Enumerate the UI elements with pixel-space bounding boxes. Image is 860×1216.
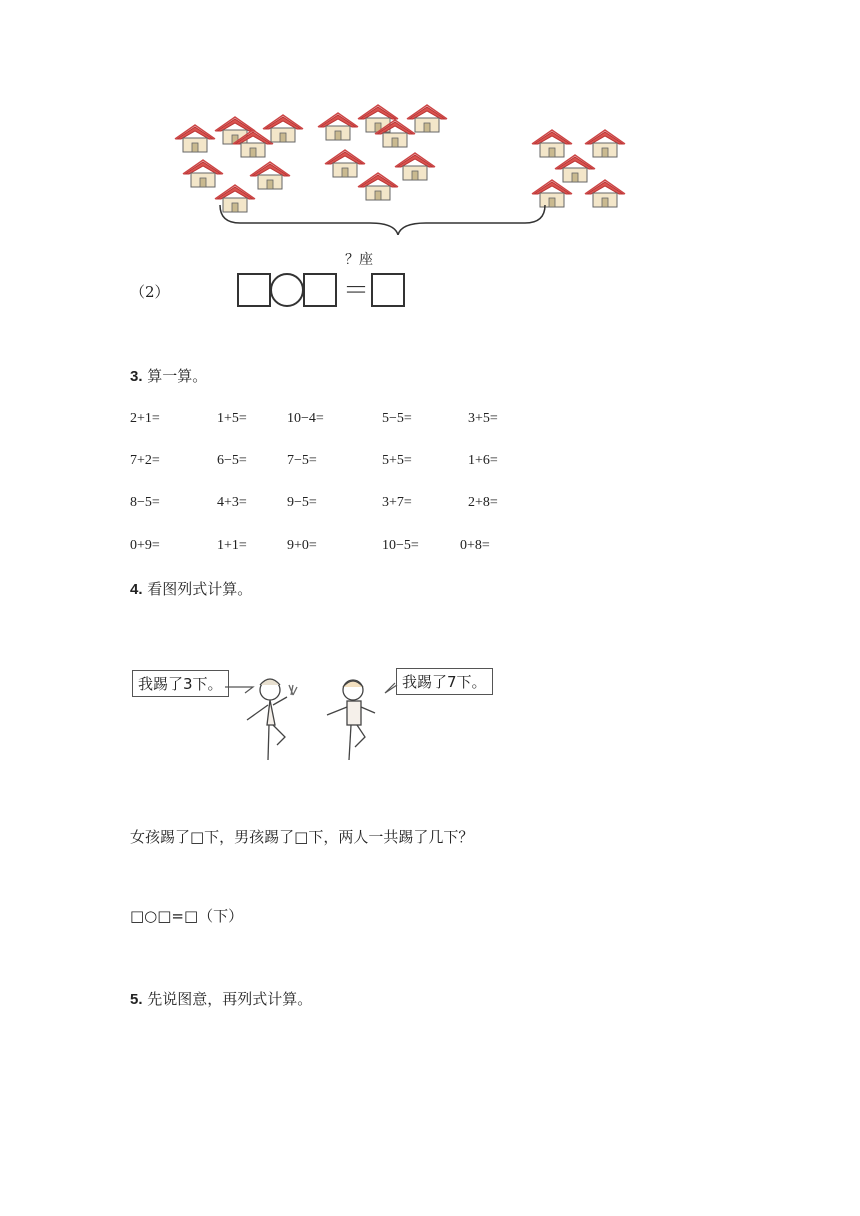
- equation: 0+8=: [460, 538, 490, 553]
- equation: 2+8=: [468, 495, 498, 510]
- equation: 1+1=: [217, 538, 247, 553]
- girl-speech-bubble: 我踢了3下。: [132, 670, 229, 697]
- girl-figure: [247, 679, 297, 760]
- brace: [220, 205, 545, 235]
- equation: 5−5=: [382, 411, 412, 426]
- house-icon: [175, 105, 625, 212]
- equation: 3+7=: [382, 495, 412, 510]
- boy-figure: [327, 680, 375, 760]
- q4-question: 女孩踢了□下，男孩踢了□下，两人一共踢了几下？: [130, 828, 474, 846]
- equation: 5+5=: [382, 453, 412, 468]
- equation: 3+5=: [468, 411, 498, 426]
- q4-title-num: 4.: [130, 581, 143, 598]
- equation: 1+6=: [468, 453, 498, 468]
- operator-circle[interactable]: [270, 273, 304, 307]
- q5-title-num: 5.: [130, 991, 143, 1008]
- houses-illustration: [170, 95, 640, 235]
- answer-box-2[interactable]: [303, 273, 337, 307]
- q5-title-text: 先说图意，再列式计算。: [142, 990, 313, 1008]
- answer-box-1[interactable]: [237, 273, 271, 307]
- equation: 0+9=: [130, 538, 160, 553]
- boy-speech-bubble: 我踢了7下。: [396, 668, 493, 695]
- q4-title-text: 看图列式计算。: [142, 580, 253, 598]
- equation: 6−5=: [217, 453, 247, 468]
- equation: 10−4=: [287, 411, 324, 426]
- equation: 9+0=: [287, 538, 317, 553]
- kids-illustration: [225, 665, 405, 770]
- equation: 10−5=: [382, 538, 419, 553]
- answer-box-3[interactable]: [371, 273, 405, 307]
- q3-title-text: 算一算。: [142, 367, 208, 385]
- q4-template[interactable]: □○□=□（下）: [130, 907, 244, 925]
- equation: 4+3=: [217, 495, 247, 510]
- q5-title: [130, 990, 312, 1009]
- q4-title: [130, 580, 252, 599]
- equation: 7−5=: [287, 453, 317, 468]
- q2-index: （2）: [130, 283, 170, 301]
- q3-title-num: 3.: [130, 368, 143, 385]
- equation: 2+1=: [130, 411, 160, 426]
- equation: 9−5=: [287, 495, 317, 510]
- question-label: ？座: [345, 252, 373, 268]
- equation: 8−5=: [130, 495, 160, 510]
- q3-title: [130, 367, 207, 386]
- equals-sign: ＝: [343, 276, 370, 306]
- equation: 7+2=: [130, 453, 160, 468]
- equation: 1+5=: [217, 411, 247, 426]
